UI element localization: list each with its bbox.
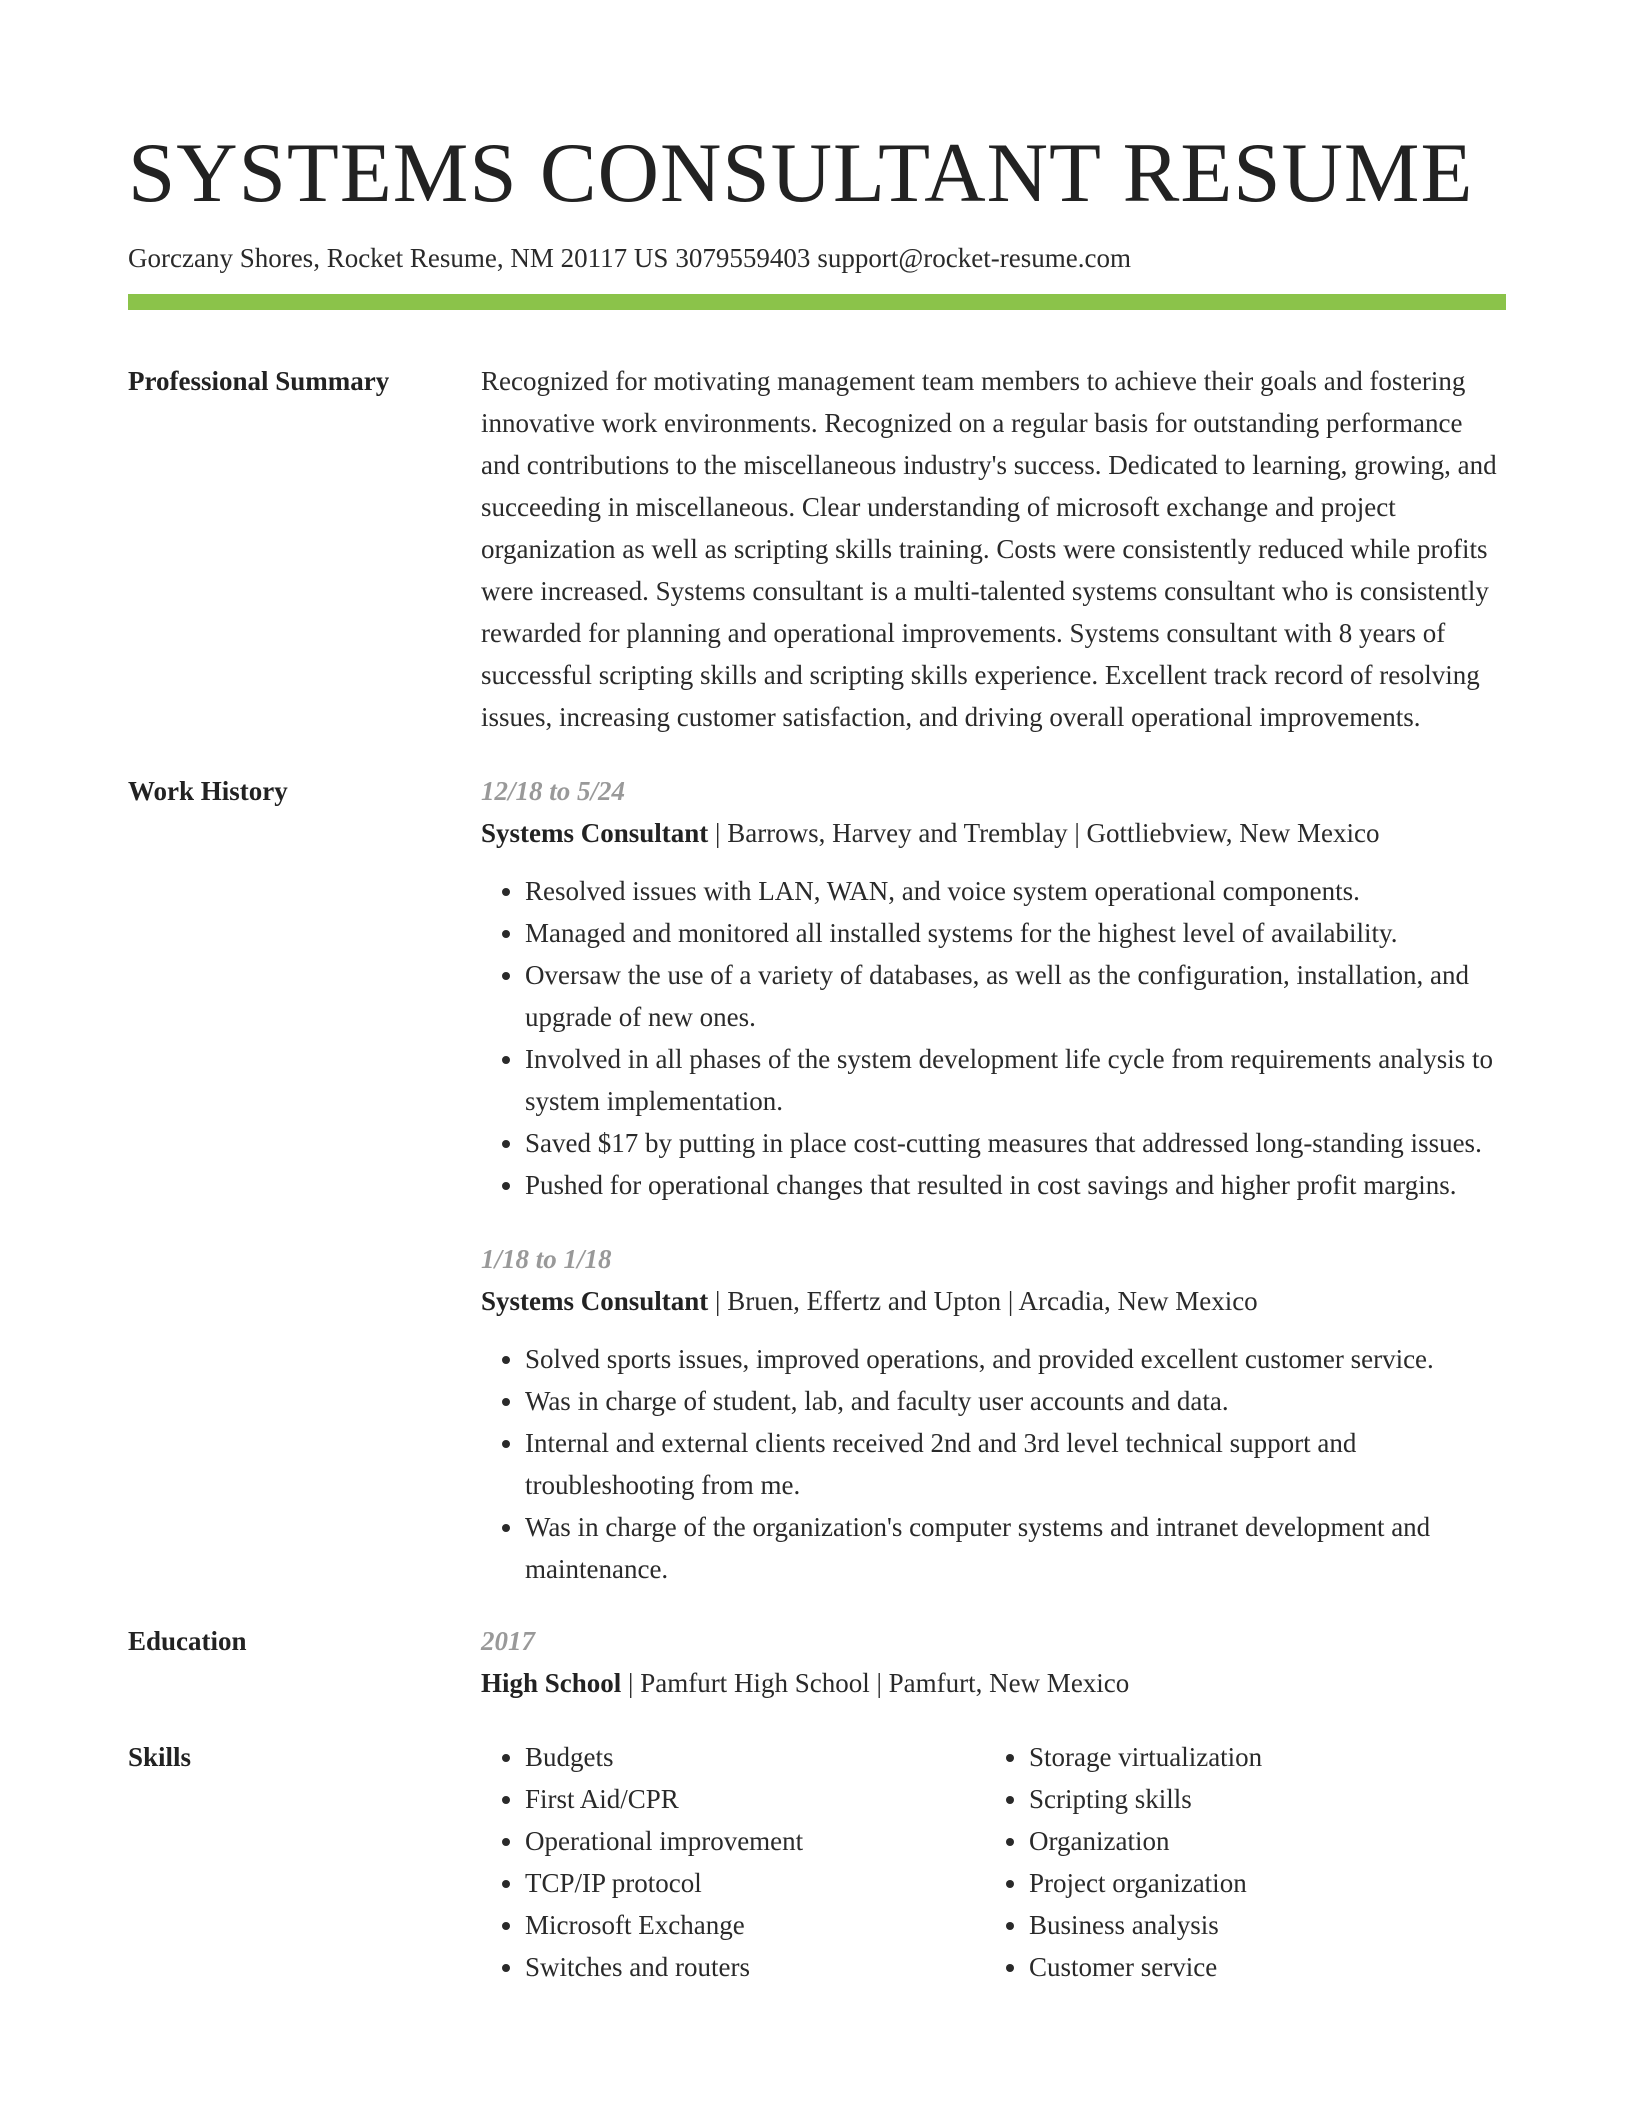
contact-line	[128, 240, 1506, 276]
skills-list	[985, 1736, 1489, 1988]
accent-divider	[128, 294, 1506, 310]
list-item: • Internal and external clients received 2nd and 3rd level technical support and troubleshooting from me.	[525, 1422, 1506, 1506]
list-item: • Pushed for operational changes that resulted in cost savings and higher profit margins.	[525, 1164, 1506, 1206]
work-history-section	[128, 770, 1506, 1590]
skills-list	[481, 1736, 985, 1988]
resume-page	[128, 118, 1506, 1988]
skill-item: • Storage virtualization	[1029, 1736, 1489, 1778]
list-item: • Was in charge of the organization's computer systems and intranet development and maintenance.	[525, 1506, 1506, 1590]
skill-item: • Business analysis	[1029, 1904, 1489, 1946]
job-bullets	[481, 870, 1506, 1206]
job-entry	[481, 1238, 1506, 1590]
section-heading: Skills	[128, 1742, 192, 1772]
list-item: • Managed and monitored all installed systems for the highest level of availability.	[525, 912, 1506, 954]
list-item: • Resolved issues with LAN, WAN, and voice system operational components.	[525, 870, 1506, 912]
job-dates: 12/18 to 5/24	[481, 776, 626, 806]
degree: High School	[481, 1668, 622, 1698]
skill-item: • Microsoft Exchange	[525, 1904, 985, 1946]
education-line	[481, 1662, 1506, 1704]
job-bullets	[481, 1338, 1506, 1590]
section-heading: Education	[128, 1626, 247, 1656]
skill-item: • Project organization	[1029, 1862, 1489, 1904]
skills-section	[128, 1736, 1506, 1988]
skill-item: • TCP/IP protocol	[525, 1862, 985, 1904]
job-line	[481, 1280, 1506, 1322]
school-details: | Pamfurt High School | Pamfurt, New Mexico	[621, 1668, 1130, 1698]
education-date: 2017	[481, 1626, 535, 1656]
list-item: • Saved $17 by putting in place cost-cutting measures that addressed long-standing issues.	[525, 1122, 1506, 1164]
summary-section	[128, 360, 1506, 738]
resume-title: SYSTEMS CONSULTANT RESUME	[128, 126, 1474, 220]
list-item: • Involved in all phases of the system development life cycle from requirements analysis to system implementation.	[525, 1038, 1506, 1122]
job-title: Systems Consultant	[481, 818, 709, 848]
skill-item: • Scripting skills	[1029, 1778, 1489, 1820]
phone: 3079559403	[675, 243, 811, 273]
job-line	[481, 812, 1506, 854]
skill-item: • Organization	[1029, 1820, 1489, 1862]
skill-item: • Budgets	[525, 1736, 985, 1778]
email: support@rocket-resume.com	[817, 243, 1131, 273]
education-section	[128, 1620, 1506, 1704]
list-item: • Solved sports issues, improved operations, and provided excellent customer service.	[525, 1338, 1506, 1380]
list-item: • Oversaw the use of a variety of databases, as well as the configuration, installation, and upgrade of new ones.	[525, 954, 1506, 1038]
job-details: | Barrows, Harvey and Tremblay | Gottliebview, New Mexico	[708, 818, 1380, 848]
skill-item: • Switches and routers	[525, 1946, 985, 1988]
list-item: • Was in charge of student, lab, and faculty user accounts and data.	[525, 1380, 1506, 1422]
summary-text: Recognized for motivating management team members to achieve their goals and fostering innovative work environments. Recognized on a regular basis for outstanding performance and contributions to the miscellaneous industry's success. Dedicated to learning, growing, and succeeding in miscellaneous. Clear understanding of microsoft exchange and project organization as well as scripting skills training. Costs were consistently reduced while profits were increased. Systems consultant is a multi-talented systems consultant who is consistently rewarded for planning and operational improvements. Systems consultant with 8 years of successful scripting skills and scripting skills experience. Excellent track record of resolving issues, increasing customer satisfaction, and driving overall operational improvements.	[481, 366, 1497, 732]
skill-item: • First Aid/CPR	[525, 1778, 985, 1820]
job-title: Systems Consultant	[481, 1286, 709, 1316]
skill-item: • Operational improvement	[525, 1820, 985, 1862]
section-heading: Work History	[128, 776, 288, 806]
section-heading: Professional Summary	[128, 366, 390, 396]
job-dates: 1/18 to 1/18	[481, 1244, 612, 1274]
job-entry	[481, 770, 1506, 1206]
address: Gorczany Shores, Rocket Resume, NM 20117 US	[128, 243, 669, 273]
job-details: | Bruen, Effertz and Upton | Arcadia, New Mexico	[708, 1286, 1258, 1316]
skill-item: • Customer service	[1029, 1946, 1489, 1988]
